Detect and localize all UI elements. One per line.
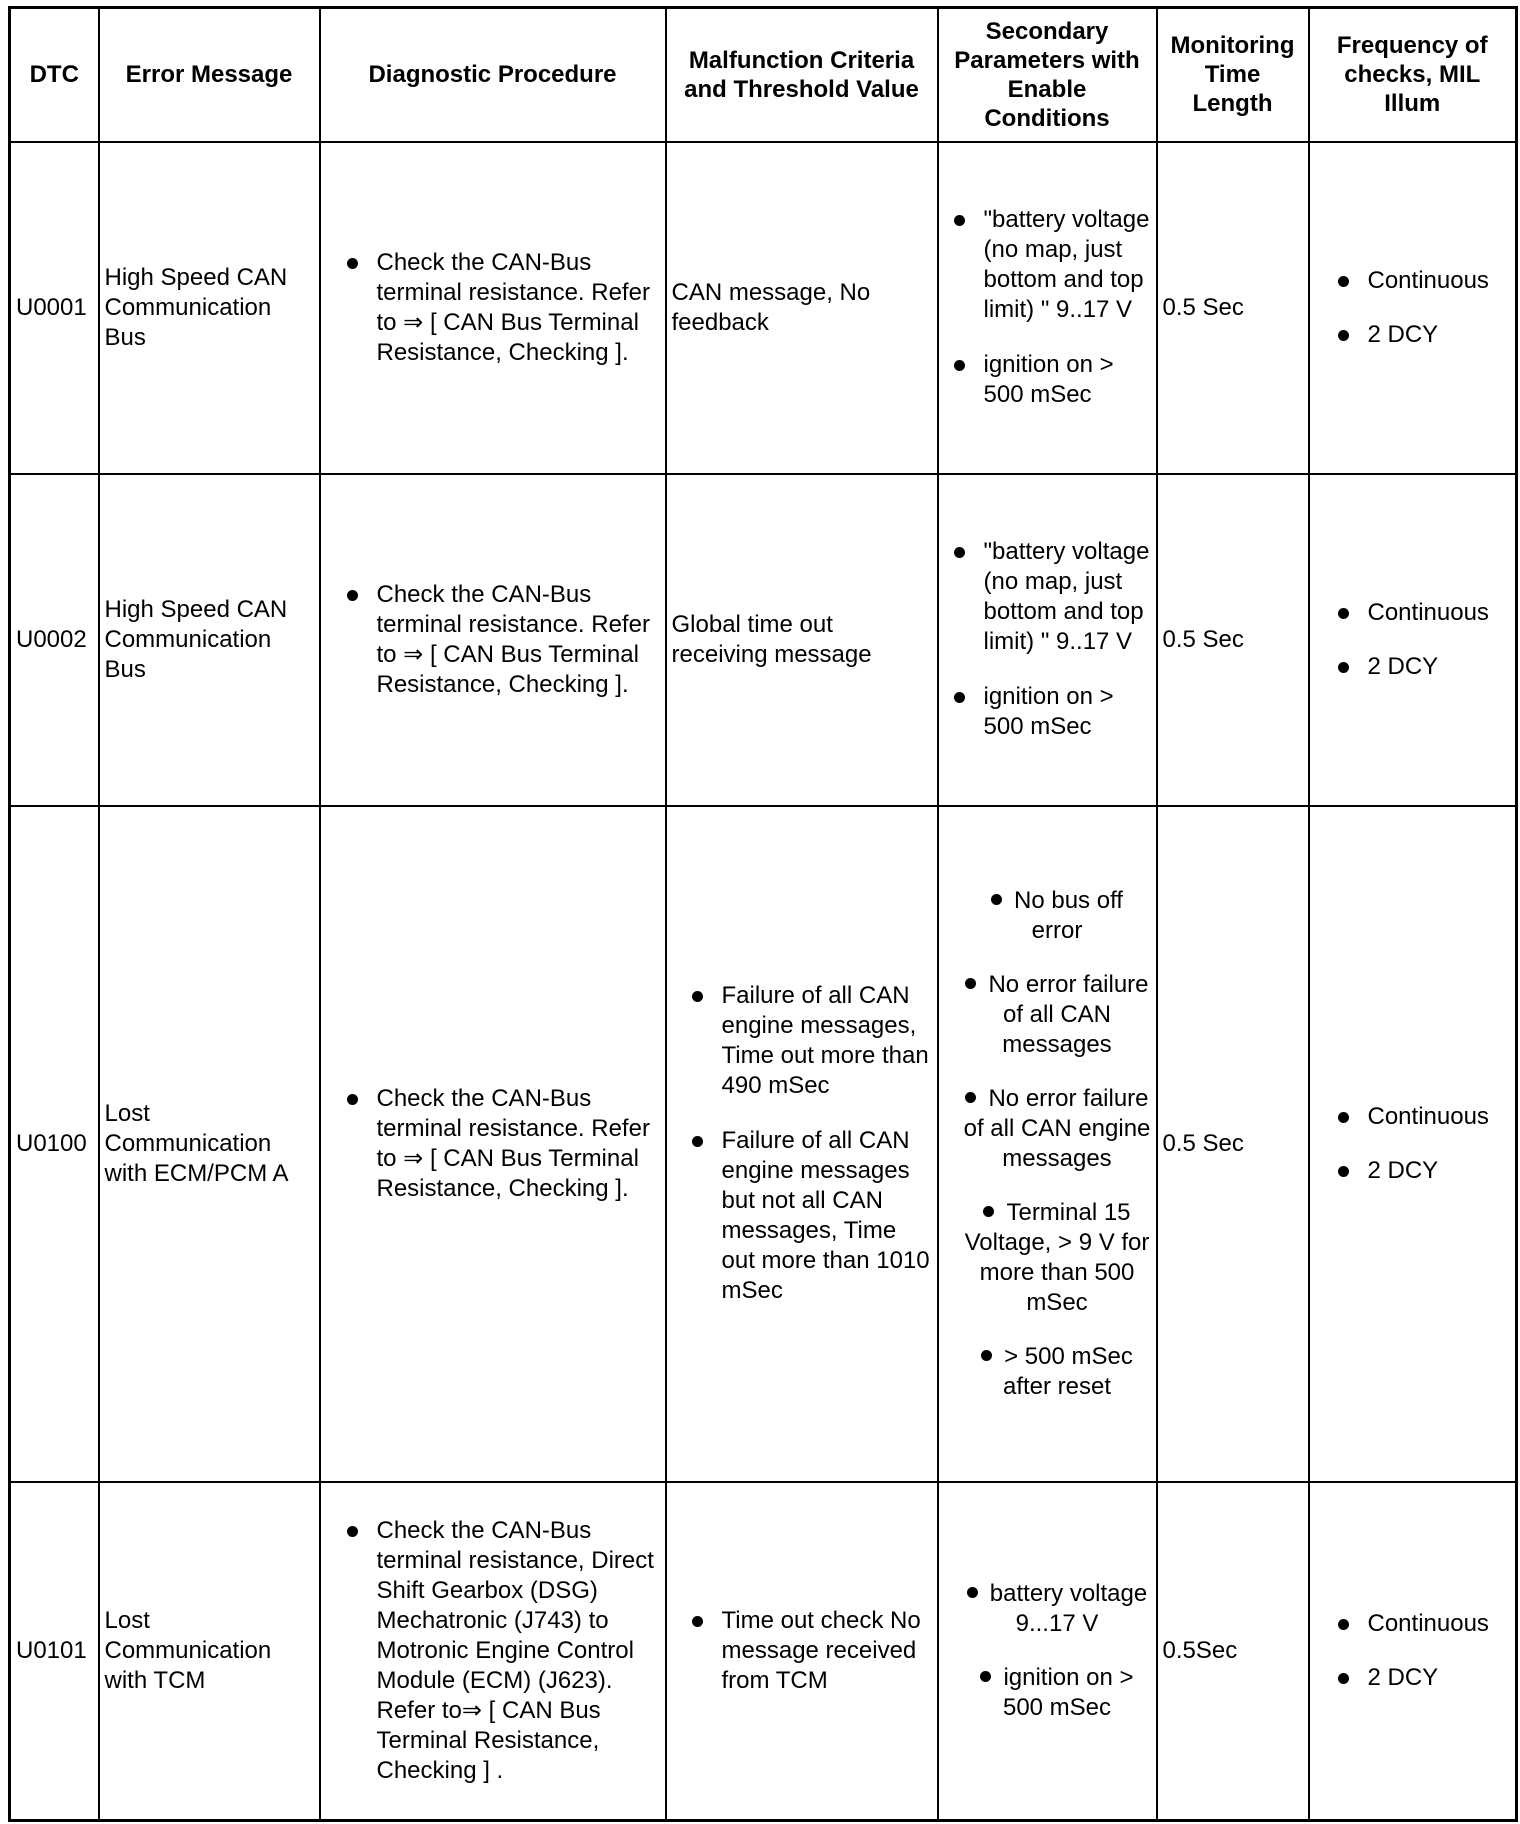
diagnostic-procedure bbox=[320, 1482, 666, 1821]
table-row bbox=[10, 806, 1517, 1482]
monitoring-time: 0.5 Sec bbox=[1157, 142, 1309, 474]
header-diagnostic-procedure: Diagnostic Procedure bbox=[320, 8, 666, 142]
dtc-code: U0001 bbox=[10, 142, 99, 474]
header-monitoring-time: Monitoring Time Length bbox=[1157, 8, 1309, 142]
secondary-param: No error failure of all CAN messages bbox=[944, 970, 1151, 1060]
diagnostic-procedure bbox=[320, 474, 666, 806]
error-message: Lost Communication with ECM/PCM A bbox=[99, 806, 320, 1482]
frequency-item: 2 DCY bbox=[1331, 320, 1511, 350]
malfunction-criteria bbox=[666, 806, 938, 1482]
dtc-code: U0101 bbox=[10, 1482, 99, 1821]
secondary-parameters bbox=[938, 474, 1157, 806]
monitoring-time: 0.5 Sec bbox=[1157, 806, 1309, 1482]
table-row bbox=[10, 142, 1517, 474]
secondary-param: "battery voltage (no map, just bottom and top limit) " 9..17 V bbox=[947, 537, 1151, 657]
monitoring-time: 0.5Sec bbox=[1157, 1482, 1309, 1821]
frequency-item: 2 DCY bbox=[1331, 1663, 1511, 1693]
secondary-param: No bus off error bbox=[944, 886, 1151, 946]
header-row bbox=[10, 8, 1517, 142]
diagnostic-procedure bbox=[320, 806, 666, 1482]
frequency bbox=[1309, 1482, 1517, 1821]
secondary-param: battery voltage 9...17 V bbox=[944, 1579, 1151, 1639]
header-malfunction-criteria: Malfunction Criteria and Threshold Value bbox=[666, 8, 938, 142]
error-message: Lost Communication with TCM bbox=[99, 1482, 320, 1821]
malfunction-criteria: Global time out receiving message bbox=[666, 474, 938, 806]
secondary-param: ignition on > 500 mSec bbox=[947, 682, 1151, 742]
secondary-param: > 500 mSec after reset bbox=[944, 1342, 1151, 1402]
secondary-param: ignition on > 500 mSec bbox=[944, 1663, 1151, 1723]
table-row bbox=[10, 474, 1517, 806]
diagnostic-step: Check the CAN-Bus terminal resistance. Refer to ⇒ [ CAN Bus Terminal Resistance, Checking ]. bbox=[340, 248, 660, 368]
header-error-message: Error Message bbox=[99, 8, 320, 142]
frequency-item: Continuous bbox=[1331, 598, 1511, 628]
table-row bbox=[10, 1482, 1517, 1821]
secondary-parameters bbox=[938, 806, 1157, 1482]
dtc-code: U0002 bbox=[10, 474, 99, 806]
monitoring-time: 0.5 Sec bbox=[1157, 474, 1309, 806]
frequency-item: Continuous bbox=[1331, 1609, 1511, 1639]
secondary-param: "battery voltage (no map, just bottom and top limit) " 9..17 V bbox=[947, 205, 1151, 325]
malfunction-item: Failure of all CAN engine messages, Time out more than 490 mSec bbox=[685, 981, 932, 1101]
secondary-parameters bbox=[938, 1482, 1157, 1821]
secondary-param: No error failure of all CAN engine messages bbox=[944, 1084, 1151, 1174]
secondary-parameters bbox=[938, 142, 1157, 474]
malfunction-criteria: CAN message, No feedback bbox=[666, 142, 938, 474]
malfunction-item: Failure of all CAN engine messages but not all CAN messages, Time out more than 1010 mSec bbox=[685, 1126, 932, 1306]
header-secondary-parameters: Secondary Parameters with Enable Conditions bbox=[938, 8, 1157, 142]
secondary-param: Terminal 15 Voltage, > 9 V for more than 500 mSec bbox=[944, 1198, 1151, 1318]
diagnostic-procedure bbox=[320, 142, 666, 474]
header-dtc: DTC bbox=[10, 8, 99, 142]
diagnostic-step: Check the CAN-Bus terminal resistance. Refer to ⇒ [ CAN Bus Terminal Resistance, Checking ]. bbox=[340, 1084, 660, 1204]
error-message: High Speed CAN Communication Bus bbox=[99, 142, 320, 474]
diagnostic-step: Check the CAN-Bus terminal resistance. Refer to ⇒ [ CAN Bus Terminal Resistance, Checking ]. bbox=[340, 580, 660, 700]
error-message: High Speed CAN Communication Bus bbox=[99, 474, 320, 806]
frequency bbox=[1309, 474, 1517, 806]
diagnostic-step: Check the CAN-Bus terminal resistance, Direct Shift Gearbox (DSG) Mechatronic (J743) to Motronic Engine Control Module (ECM) (J623). Refer to⇒ [ CAN Bus Terminal Resistance, Checking ] . bbox=[340, 1516, 660, 1786]
frequency-item: 2 DCY bbox=[1331, 652, 1511, 682]
dtc-code: U0100 bbox=[10, 806, 99, 1482]
header-frequency: Frequency of checks, MIL Illum bbox=[1309, 8, 1517, 142]
dtc-table bbox=[8, 6, 1518, 1822]
secondary-param: ignition on > 500 mSec bbox=[947, 350, 1151, 410]
frequency-item: Continuous bbox=[1331, 266, 1511, 296]
frequency bbox=[1309, 806, 1517, 1482]
frequency-item: Continuous bbox=[1331, 1102, 1511, 1132]
malfunction-item: Time out check No message received from TCM bbox=[685, 1606, 932, 1696]
malfunction-criteria bbox=[666, 1482, 938, 1821]
frequency-item: 2 DCY bbox=[1331, 1156, 1511, 1186]
frequency bbox=[1309, 142, 1517, 474]
